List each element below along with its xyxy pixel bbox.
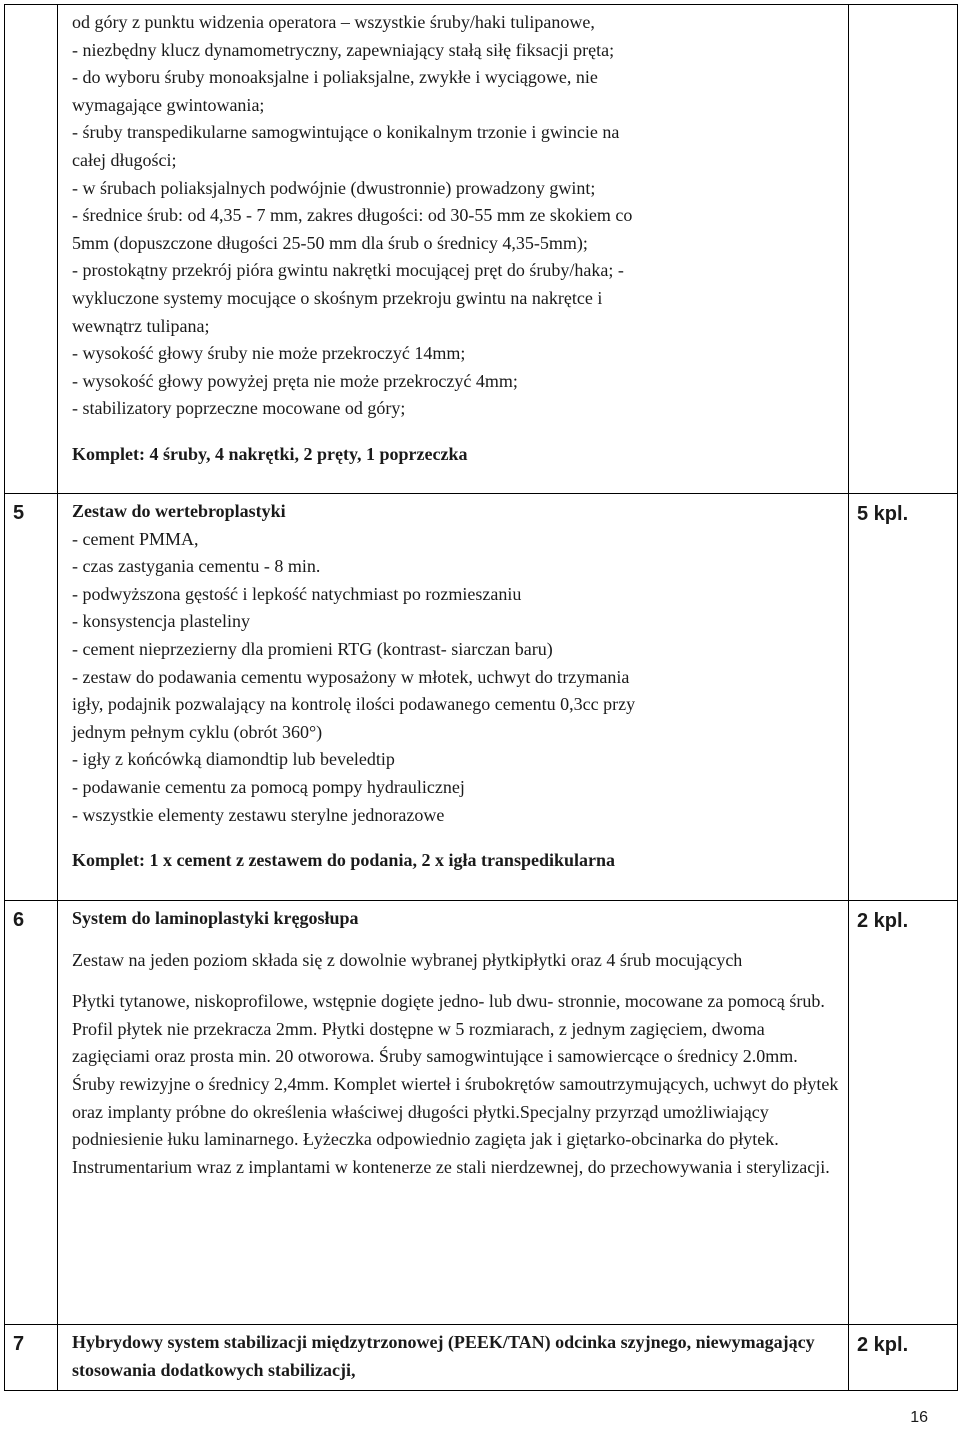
row-description-cell xyxy=(58,5,849,494)
specification-table xyxy=(4,4,958,1391)
table-row-7 xyxy=(5,1325,958,1391)
row-description-cell xyxy=(58,1325,849,1391)
description-line: - podawanie cementu za pomocą pompy hydraulicznej xyxy=(72,776,465,797)
description-line: igły, podajnik pozwalający na kontrolę ilości podawanego cementu 0,3cc przy xyxy=(72,694,636,715)
description-line: - niezbędny klucz dynamometryczny, zapewniający stałą siłę fiksacji pręta; xyxy=(72,39,615,60)
row-quantity: 2 kpl. xyxy=(849,1325,958,1391)
row-quantity-cell xyxy=(849,5,958,494)
item-title: System do laminoplastyki kręgosłupa xyxy=(72,908,359,928)
description-line: - do wyboru śruby monoaksjalne i poliaksjalne, zwykłe i wyciągowe, nie xyxy=(72,67,598,88)
description-line: wewnątrz tulipana; xyxy=(72,315,210,336)
table-row-continuation xyxy=(5,5,958,494)
description-line: 5mm (dopuszczone długości 25-50 mm dla śrub o średnicy 4,35-5mm); xyxy=(72,232,588,253)
description-line: - cement nieprzezierny dla promieni RTG (kontrast- siarczan baru) xyxy=(72,638,553,659)
description-line: - podwyższona gęstość i lepkość natychmiast po rozmieszaniu xyxy=(72,583,522,604)
description-lines xyxy=(72,526,842,830)
description-line: - wysokość głowy powyżej pręta nie może przekroczyć 4mm; xyxy=(72,370,518,391)
row-number: 7 xyxy=(5,1325,58,1391)
description-line: wykluczone systemy mocujące o skośnym przekroju gwintu na nakrętce i xyxy=(72,287,603,308)
description-line: wymagające gwintowania; xyxy=(72,94,265,115)
description-line: - cement PMMA, xyxy=(72,528,199,549)
description-line: - prostokątny przekrój pióra gwintu nakrętki mocującej pręt do śruby/haka; - xyxy=(72,260,624,281)
description-line: - wszystkie elementy zestawu sterylne jednorazowe xyxy=(72,804,445,825)
description-line: od góry z punktu widzenia operatora – wszystkie śruby/haki tulipanowe, xyxy=(72,12,595,32)
description-line: jednym pełnym cyklu (obrót 360°) xyxy=(72,721,323,742)
description-paragraph: Płytki tytanowe, niskoprofilowe, wstępnie dogięte jedno- lub dwu- stronnie, mocowane za pomocą śrub. Profil płytek nie przekracza 2mm. Płytki dostępne w 5 rozmiarach, z jednym zagięciem, dwoma zagięciami oraz prosta min. 20 otworowa. Śruby samogwintujące i samowiercące o średnicy 2.0mm. Śruby rewizyjne o średnicy 2,4mm. Komplet wierteł i śrubokrętów samoutrzymujących, uchwyt do płytek oraz implanty próbne do określenia właściwej długości płytki.Specjalny przyrząd umożliwiający podniesienie łuku laminarnego. Łyżeczka odpowiednio zagięta jak i giętarko-obcinarka do płytek. Instrumentarium wraz z implantami w kontenerze ze stali nierdzewnej, do przechowywania i sterylizacji. xyxy=(72,991,839,1177)
row-number: 6 xyxy=(5,901,58,1325)
description-line: - w śrubach poliaksjalnych podwójnie (dwustronnie) prowadzony gwint; xyxy=(72,177,596,198)
description-line: - stabilizatory poprzeczne mocowane od góry; xyxy=(72,398,406,419)
table-row-5 xyxy=(5,494,958,901)
description-line: - śruby transpedikularne samogwintujące o konikalnym trzonie i gwincie na xyxy=(72,122,620,143)
row-number-cell xyxy=(5,5,58,494)
description-line: - średnice śrub: od 4,35 - 7 mm, zakres długości: od 30-55 mm ze skokiem co xyxy=(72,205,633,226)
row-quantity: 2 kpl. xyxy=(849,901,958,1325)
komplet-text: Komplet: 1 x cement z zestawem do podania, 2 x igła transpedikularna xyxy=(72,850,615,871)
row-description-cell xyxy=(58,901,849,1325)
row-description-cell xyxy=(58,494,849,901)
description-line: - konsystencja plasteliny xyxy=(72,611,250,632)
description-line: całej długości; xyxy=(72,149,177,170)
row-quantity: 5 kpl. xyxy=(849,494,958,901)
description-lines xyxy=(72,9,842,423)
description-line: - wysokość głowy śruby nie może przekroczyć 14mm; xyxy=(72,343,466,364)
description-line: - zestaw do podawania cementu wyposażony w młotek, uchwyt do trzymania xyxy=(72,666,630,687)
description-paragraph: Zestaw na jeden poziom składa się z dowolnie wybranej płytkipłytki oraz 4 śrub mocujących xyxy=(72,949,743,970)
description-line: - igły z końcówką diamondtip lub beveledtip xyxy=(72,749,395,770)
item-title: Zestaw do wertebroplastyki xyxy=(72,501,286,521)
table-row-6 xyxy=(5,901,958,1325)
komplet-text: Komplet: 4 śruby, 4 nakrętki, 2 pręty, 1 poprzeczka xyxy=(72,443,468,464)
row-number: 5 xyxy=(5,494,58,901)
page-number: 16 xyxy=(910,1409,928,1426)
description-line: - czas zastygania cementu - 8 min. xyxy=(72,556,321,577)
item-title: Hybrydowy system stabilizacji międzytrzonowej (PEEK/TAN) odcinka szyjnego, niewymagający stosowania dodatkowych stabilizacji, xyxy=(72,1332,815,1380)
